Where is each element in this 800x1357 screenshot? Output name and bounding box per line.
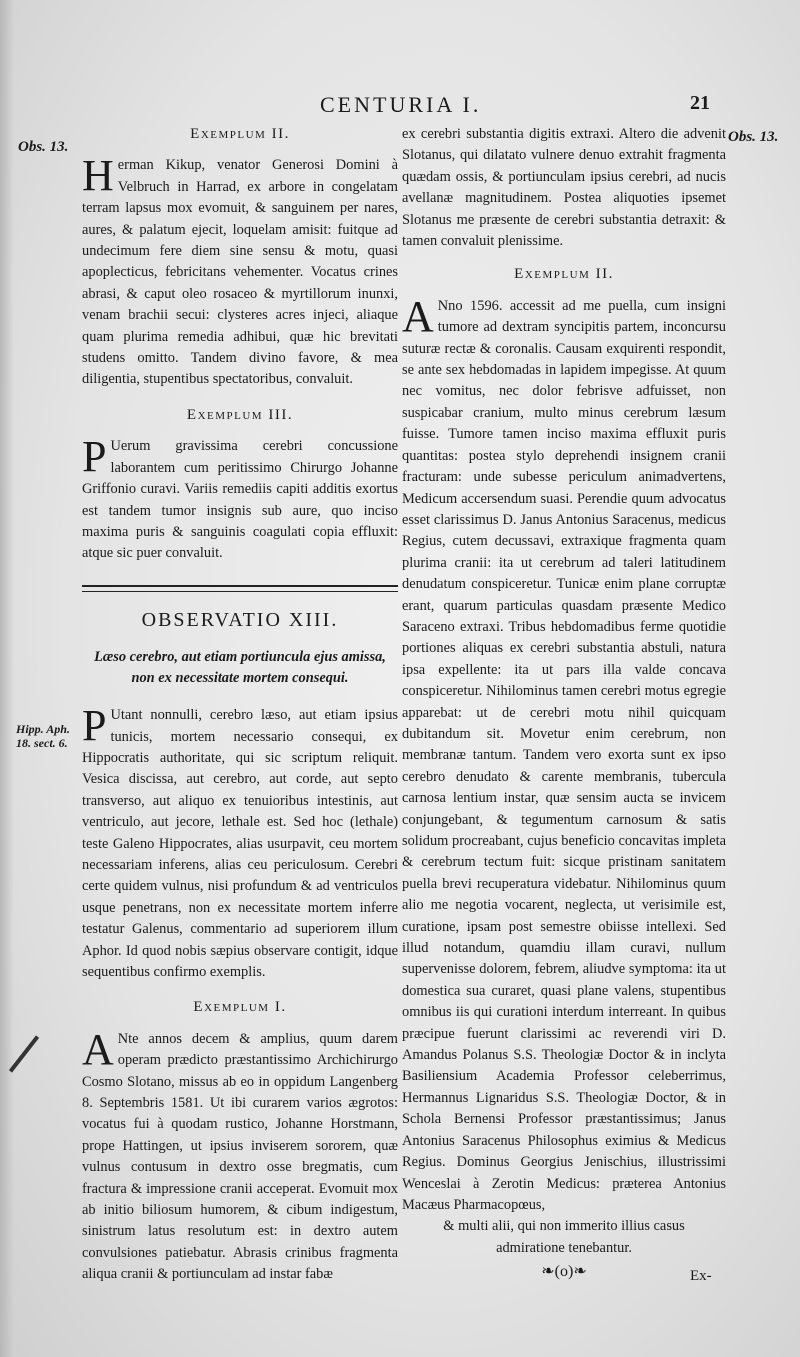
paragraph-text: Uerum gravissima cerebri concussione laborantem cum peritissimo Chirurgo Johanne Griffonio curavi. Variis remediis capiti additis exortus est tandem tumor insignis sub aure, quo inciso maxima puris & sanguinis coagulati copia effluxit: atque sic puer convaluit. [82, 438, 398, 562]
margin-note-left-obs: Obs. 13. [18, 139, 69, 155]
heading-exemplum-ii-right: Exemplum II. [514, 266, 614, 283]
paragraph-text: Nno 1596. accessit ad me puella, cum insigni tumore ad dextram syncipitis partem, inconcursu suturæ rectæ & coronalis. Causam exquirenti respondit, se ante sex hebdomadas in lapidem impegisse. At quum nec vomitus, nec dolor febrisve adfuisset, non suspicabar cranium, multo minus cerebrum læsum fuisse. Tumore tamen inciso maxima effluxit puris quantitas: postea stylo deprehendi insignem cranii fracturam: unde subesse periculum animadvertens, Medicum accersendum suasi. Perendie quum advocatus esset clarissimus D. Janus Antonius Saracenus, medicus Regius, cutem decussavi, extraxique fragmenta quam plurima cranii: ita ut cerebrum ad taleri latitudinem denudatum conspiceretur. Tunicæ enim plane corruptæ erant, quarum particulas quasdam præsente Medico Saraceno extraxi. Tribus hebdomadibus ferme quotidie portiones aliquas ex cerebri substantia abstuli, natura ipsa expellente: ita ut pars illa valde concava conspiceretur. Nihilominus tamen cerebri motus egregie apparebat: ut de cerebri motu nihil quicquam dubitandum sit. Movetur enim cerebrum, non membranæ tantum. Tandem vero exorta sunt ex ipso cerebro denudato & carente membranis, tubercula carnosa lentium instar, quæ sensim aucta se invicem conjungebant, & tegumentum carnosum & satis solidum procreabant, cujus beneficio concavitas impleta & cerebrum tectum fuit: sicque pristinam sanitatem puella brevi recuperatura videbatur. Nihilominus quum alio me negotia vocarent, neglecta, ut verisimile est, curatione, ipsam post semestre obiisse intellexi. Sed illud notandum, quamdiu illam curavi, nullum supervenisse dolorem, febrem, aliudve symptoma: ita ut domestica sua curaret, quasi plane valens, stupentibus omnibus iis qui curationi interdum interreant. In quibus præcipue fuerunt clarissimi ac reverendi viri D. Amandus Polanus S.S. Theologiæ Doctor & in inclyta Basiliensium Academia Professor celeberrimus, Hermannus Lignaridus S.S. Theologiæ Doctor, & in Schola Bernensi Professor præstantissimus; Janus Antonius Saracenus Philosophus eximius & Medicus Regius. Dominus Georgius Jenischius, illustrissimi Wenceslai à Zerotin Medicus: præterea Antonius Macæus Pharmacopœus, [402, 297, 726, 1213]
paragraph-exemplum-iii [82, 432, 398, 564]
page-gutter-shadow [0, 0, 14, 1357]
margin-note-hippocrates-ref: Hipp. Aph. 18. sect. 6. [16, 722, 70, 750]
running-title: CENTURIA I. [320, 92, 482, 117]
paragraph-exemplum-i [82, 1024, 398, 1286]
catchword: Ex- [690, 1268, 712, 1284]
observatio-title: OBSERVATIO XIII. [141, 608, 339, 631]
paragraph-exemplum-ii-right [402, 291, 726, 1216]
dropcap: A [82, 1024, 114, 1074]
paragraph-observatio-intro [82, 701, 398, 983]
page-header [0, 92, 800, 122]
page-number: 21 [690, 92, 710, 114]
dropcap: P [82, 701, 107, 751]
margin-note-right-obs: Obs. 13. [728, 129, 779, 145]
dropcap: P [82, 432, 107, 482]
paragraph-exemplum-ii [82, 151, 398, 390]
dropcap: A [402, 291, 434, 341]
heading-exemplum-i: Exemplum I. [193, 999, 287, 1016]
right-column [402, 124, 726, 1283]
paragraph-continuation: ex cerebri substantia digitis extraxi. Altero die advenit Slotanus, qui dilatato vulnere denuo extrahit fragmenta quædam ossis, & portiunculam ipsius cerebri, ad nucis avellanæ magnitudinem. Postea aliquoties ipsemet Slotanus me præsente de cerebri substantia detraxit: & tamen convaluit plenissime. [402, 126, 726, 250]
left-column [82, 124, 398, 1286]
section-divider [82, 585, 398, 592]
dropcap: H [82, 151, 114, 201]
paragraph-text: Utant nonnulli, cerebro læso, aut etiam ipsius tunicis, mortem necessario consequi, ex Hippocratis authoritate, qui sic scriptum reliquit. Vesica discissa, aut cerebro, aut corde, aut septo transverso, aut aliquo ex tenuioribus intestinis, aut ventriculo, aut jecore, lethale est. Sed hoc (lethale) teste Galeno Hippocrates, alias usurpavit, ceu mortem necessariam inferens, alias ceu periculosum. Cerebri certe quidem vulnus, nisi profundum & ad ventriculos usque penetrans, non ex necessitate mortem inferre testatur Galenus, commentario ad superiorem illum Aphor. Id quod nobis sæpius observare contigit, idque sequentibus confirmo exemplis. [82, 707, 398, 980]
paragraph-text: erman Kikup, venator Generosi Domini à Velbruch in Harrad, ex arbore in congelatam terram lapsus mox evomuit, & sanguinem per nares, aures, & palatum ejecit, loquelam amisit: fuitque ad undecimum fere diem sine sensu & motu, quasi apoplecticus, febricitans vehementer. Vocatus crines abrasi, & caput oleo rosaceo & myrtillorum inunxi, venam brachii secui: clysteres acres injeci, aliaque quam plurima remedia adhibui, quæ hic brevitati studens omitto. Tandem divino favore, & mea diligentia, stupentibus spectatoribus, convaluit. [82, 157, 398, 388]
ornament-fleuron: ❧(o)❧ [541, 1263, 587, 1281]
heading-exemplum-ii: Exemplum II. [190, 126, 290, 142]
heading-exemplum-iii: Exemplum III. [186, 406, 294, 423]
observatio-subtitle: Læso cerebro, aut etiam portiuncula ejus amissa, non ex necessitate mortem consequi. [94, 649, 386, 687]
paragraph-text: Nte annos decem & amplius, quum darem operam prædicto præstantissimo Archichirurgo Cosmo Slotano, missus ab eo in oppidum Langenberg 8. Septembris 1581. Ut ibi curarem varios ægrotos: vocatus fui à quodam rustico, Johanne Horstmann, prope Hattingen, ut ipsius inviserem sororem, quæ vulnus contusum in dextro osse bregmatis, cum fractura & impressione cranii acceperat. Evomuit mox ab initio biliosum humorem, & cibum indigestum, sinistrum latus resolutum est: in dextro autem convulsiones patiebatur. Abrasis crinibus fragmenta aliqua cranii & portiunculam ad instar fabæ [82, 1030, 398, 1283]
paragraph-closing-lines: & multi alii, qui non immerito illius casus admiratione tenebantur. [443, 1218, 685, 1256]
